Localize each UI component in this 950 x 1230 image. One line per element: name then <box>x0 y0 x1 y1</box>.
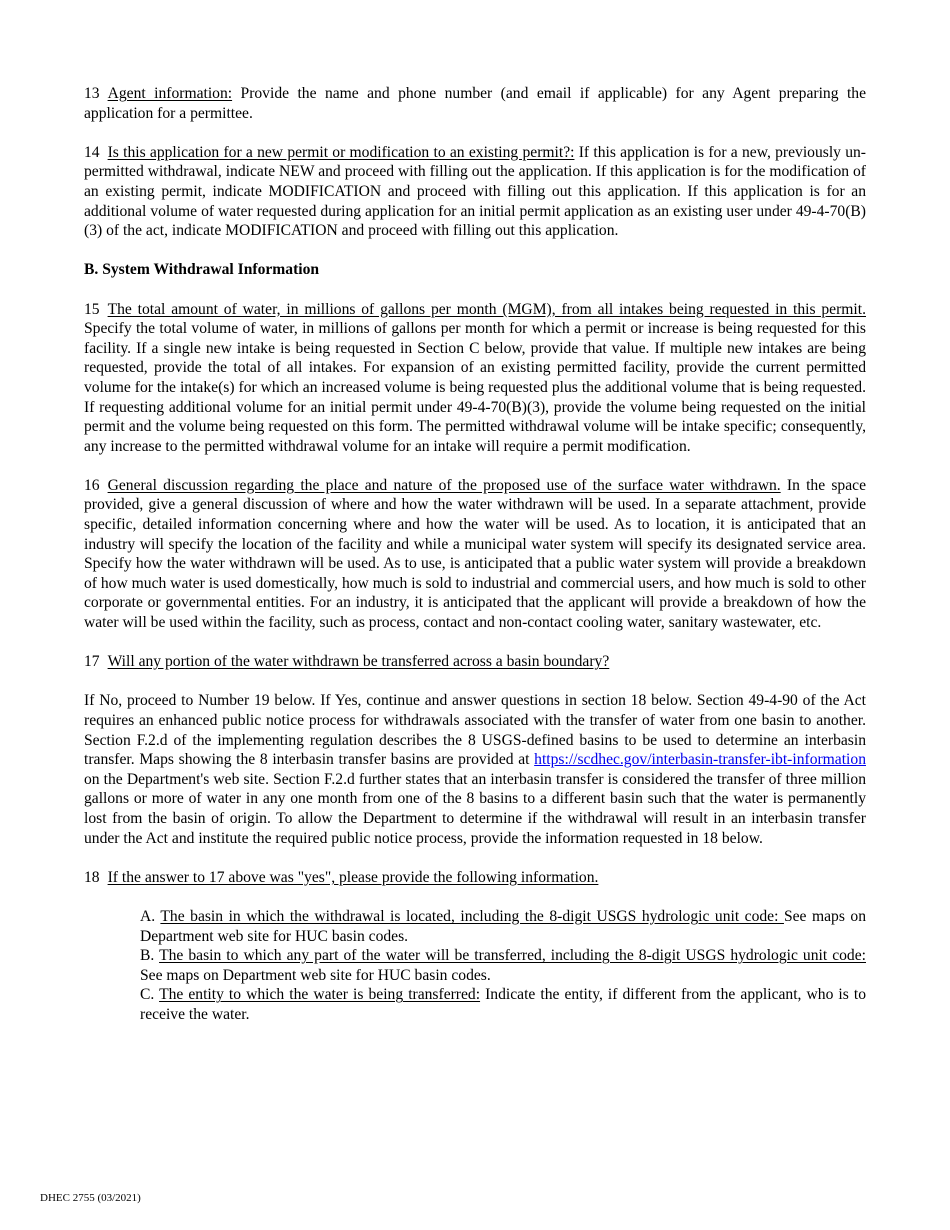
item-body: Specify the total volume of water, in millions of gallons per month for which a permit or increase is being requested for this facility. If a single new intake is being requested in Section C below, provide that value. If multiple new intakes are being requested, provide the total of all intakes. For expansion of an existing permitted facility, provide the current permitted volume for the intake(s) for which an increased volume is being requested plus the additional volume that is being requested. If requesting additional volume for an initial permit under 49-4-70(B)(3), provide the volume being requested on the initial permit and the volume being requested on this form. The permitted withdrawal volume will be intake specific; consequently, any increase to the permitted withdrawal volume for an intake will require a permit modification. <box>84 320 866 455</box>
form-footer-id: DHEC 2755 (03/2021) <box>40 1192 141 1204</box>
item-16 <box>84 476 866 633</box>
subitem-body: See maps on Department web site for HUC basin codes. <box>140 966 491 984</box>
item-heading: If the answer to 17 above was "yes", please provide the following information. <box>107 868 599 886</box>
subitem-heading: The entity to which the water is being transferred: <box>159 986 481 1004</box>
subitem-label: A. <box>140 907 161 925</box>
item-number: 14 <box>84 143 100 161</box>
item-15 <box>84 300 866 457</box>
item-14 <box>84 143 866 241</box>
item-body: If No, proceed to Number 19 below. If Yes, continue and answer questions in section 18 below. Section 49-4-90 of the Act requires an enhanced public notice process for withdrawals associated with the transfer of water from one basin to another. Section F.2.d of the implementing regulation describes the 8 USGS-defined basins to be used to determine an interbasin transfer. Maps showing the 8 interbasin transfer basins are provided at <box>84 692 866 769</box>
item-number: 16 <box>84 476 100 494</box>
item-heading: Will any portion of the water withdrawn be transferred across a basin boundary? <box>107 653 610 671</box>
subitem-label: B. <box>140 947 160 965</box>
item-number: 15 <box>84 300 100 318</box>
item-18-c <box>140 985 866 1024</box>
item-heading: Is this application for a new permit or modification to an existing permit?: <box>107 143 575 161</box>
item-number: 17 <box>84 653 100 671</box>
subitem-body: See maps on Department web site for HUC basin codes. <box>140 907 866 945</box>
item-18-b <box>140 946 866 985</box>
item-13 <box>84 84 866 123</box>
item-heading: General discussion regarding the place and nature of the proposed use of the surface water withdrawn. <box>107 476 781 494</box>
item-body: Provide the name and phone number (and email if applicable) for any Agent preparing the application for a permittee. <box>84 85 866 122</box>
item-body: on the Department's web site. Section F.2.d further states that an interbasin transfer is considered the transfer of three million gallons or more of water in any one month from one of the 8 basins to a different basin such that the water is permanently lost from the basin of origin. To allow the Department to determine if the withdrawal will result in an interbasin transfer under the Act and institute the required public notice process, provide the information requested in 18 below. <box>84 770 866 847</box>
item-18 <box>84 868 866 888</box>
item-body: In the space provided, give a general discussion of where and how the water withdrawn will be used. In a separate attachment, provide specific, detailed information concerning where and how the water will be used. As to location, it is anticipated that an industry will specify the location of the facility and while a municipal water system will specify its designated service area. Specify how the water withdrawn will be used. As to use, is anticipated that a public water system will provide a breakdown of how much water is used domestically, how much is sold to industrial and commercial users, and how much is sold to other corporate or governmental entities. For an industry, it is anticipated that the applicant will provide a breakdown of how the water will be used within the facility, such as process, contact and non-contact cooling water, sanitary wastewater, etc. <box>84 476 867 632</box>
subitem-label: C. <box>140 986 160 1004</box>
item-17-body <box>84 691 866 848</box>
subitem-heading: The basin to which any part of the water will be transferred, including the 8-digit USGS hydrologic unit code: <box>159 947 866 965</box>
item-number: 18 <box>84 868 100 886</box>
item-number: 13 <box>84 85 100 102</box>
subitem-heading: The basin in which the withdrawal is located, including the 8-digit USGS hydrologic unit code: <box>160 907 784 925</box>
document-page <box>84 84 866 1025</box>
ibt-information-link[interactable]: https://scdhec.gov/interbasin-transfer-ibt-information <box>534 751 866 769</box>
item-heading: Agent information: <box>107 85 233 102</box>
item-heading: The total amount of water, in millions of gallons per month (MGM), from all intakes being requested in this permit. <box>107 300 866 318</box>
item-body: If this application is for a new, previously un-permitted withdrawal, indicate NEW and proceed with filling out the application. If this application is for the modification of an existing permit, indicate MODIFICATION and proceed with filling out this application. If this application is for an additional volume of water requested during application for an initial permit application as an existing user under 49-4-70(B)(3) of the act, indicate MODIFICATION and proceed with filling out this application. <box>84 143 866 240</box>
item-18-a <box>140 907 866 946</box>
subitem-body: Indicate the entity, if different from the applicant, who is to receive the water. <box>140 986 866 1023</box>
section-heading: B. System Withdrawal Information <box>84 261 320 279</box>
item-17 <box>84 652 866 672</box>
